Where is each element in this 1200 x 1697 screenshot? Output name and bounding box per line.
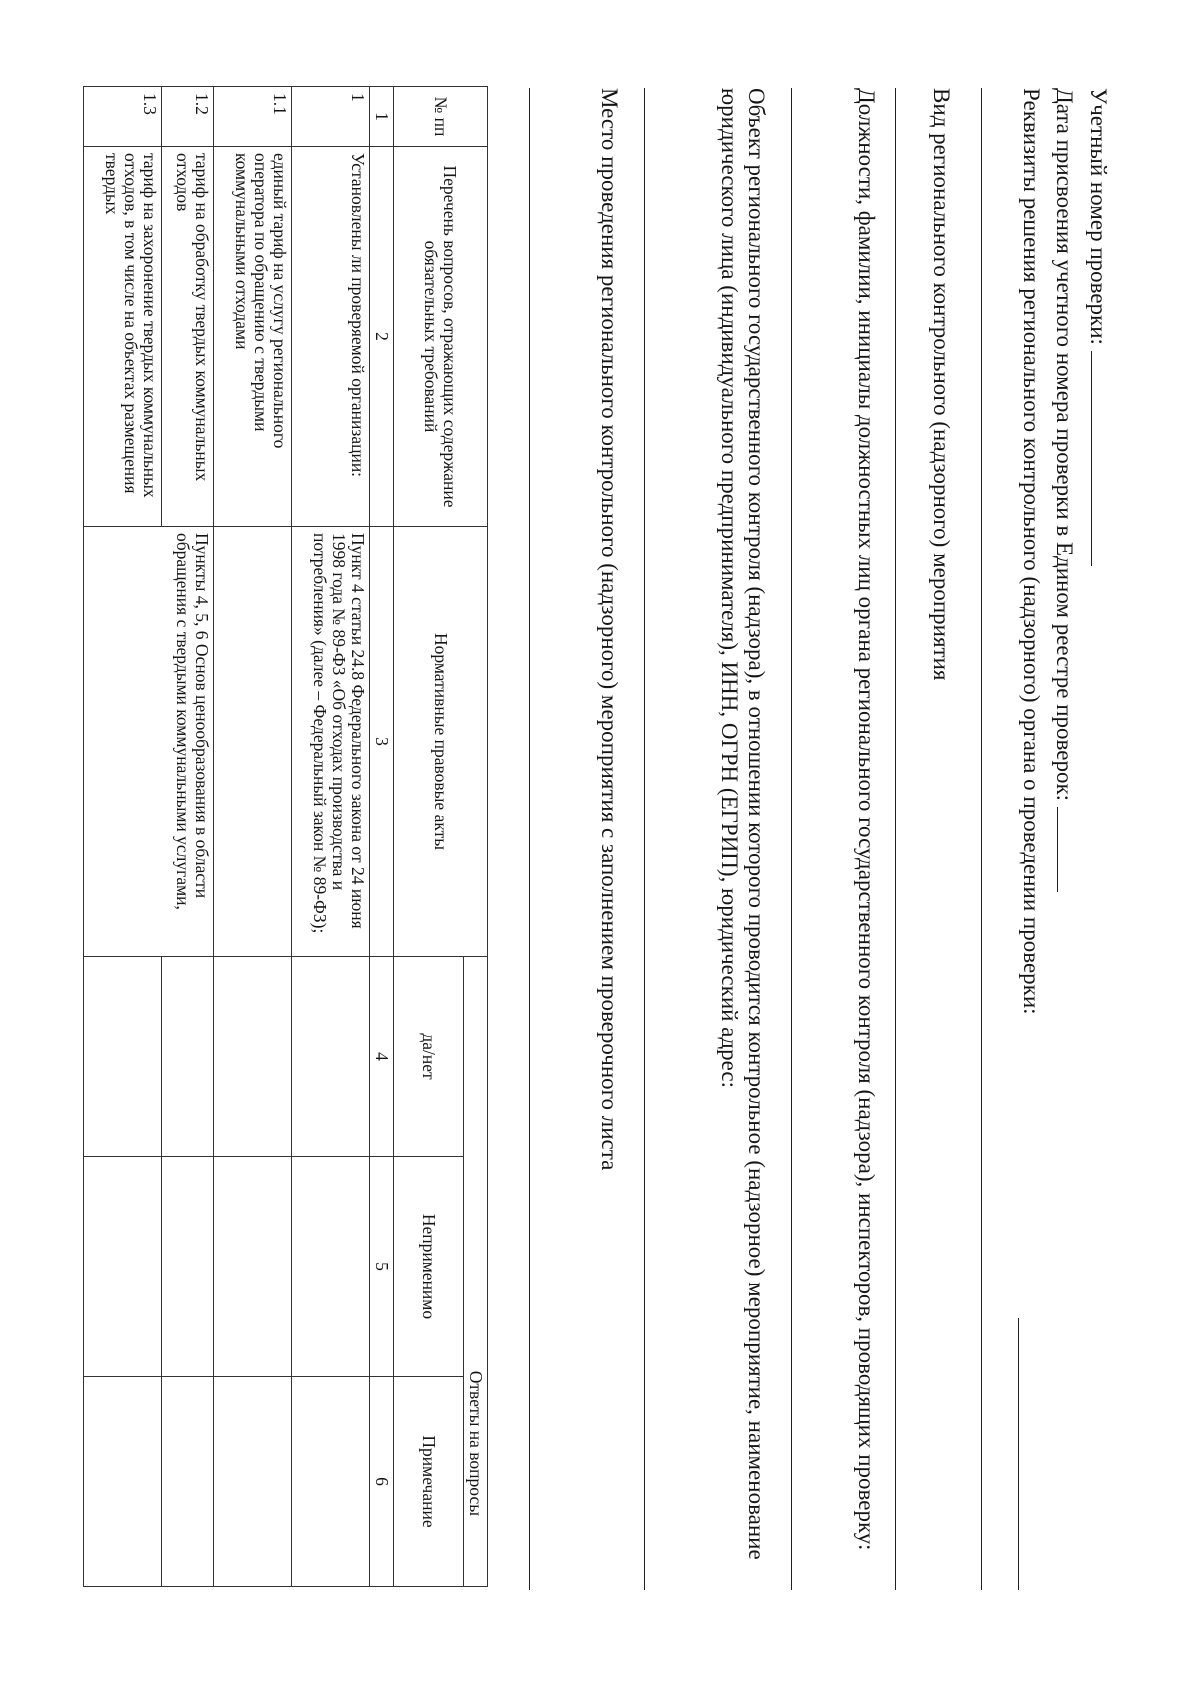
registration-date-label: Дата присвоения учетного номера проверки в Едином реестре проверок: <box>1052 88 1077 802</box>
inspectors-blank[interactable] <box>791 88 792 1590</box>
event-type-blank[interactable] <box>895 88 896 1590</box>
row-num: 1.3 <box>84 87 162 147</box>
registration-number-line <box>1085 88 1112 566</box>
answer-na-cell[interactable] <box>214 1157 292 1377</box>
row-question: единый тариф на услугу регионального оператора по обращению с твердыми коммунальными отходами <box>214 147 292 527</box>
answer-yes-no-cell[interactable] <box>292 957 370 1157</box>
answer-yes-no-cell[interactable] <box>162 957 214 1157</box>
registration-number-blank[interactable] <box>1091 351 1112 566</box>
row-question: тариф на захоронение твердых коммунальных отходов, в том числе на объектах размещения твердых <box>84 147 162 527</box>
inspectors-paragraph: Должности, фамилии, инициалы должностных лиц органа регионального государственного контроля (надзора), инспекторов, проводящих проверку: <box>854 88 879 1551</box>
place-line <box>596 88 622 1170</box>
answer-yes-no-cell[interactable] <box>214 957 292 1157</box>
index-row <box>370 87 394 1587</box>
place-label: Место проведения регионального контрольного (надзорного) мероприятия с заполнением проверочного листа <box>597 88 622 1171</box>
header-note: Примечание <box>394 1377 464 1587</box>
place-blank[interactable] <box>529 88 530 1590</box>
row-question: тариф на обработку твердых коммунальных отходов <box>162 147 214 527</box>
answer-na-cell[interactable] <box>84 1157 162 1377</box>
row-num: 1.2 <box>162 87 214 147</box>
header-acts: Нормативные правовые акты <box>394 527 488 957</box>
index-cell: 3 <box>370 527 394 957</box>
registration-date-blank[interactable] <box>1057 807 1078 892</box>
answer-yes-no-cell[interactable] <box>84 957 162 1157</box>
index-cell: 6 <box>370 1377 394 1587</box>
header-not-applicable: Неприменимо <box>394 1157 464 1377</box>
decision-details-blank-2[interactable] <box>981 88 982 1590</box>
header-answers: Ответы на вопросы <box>464 957 488 1587</box>
row-num: 1 <box>292 87 370 147</box>
answer-note-cell[interactable] <box>162 1377 214 1587</box>
header-yes-no: да/нет <box>394 957 464 1157</box>
header-questions: Перечень вопросов, отражающих содержание обязательных требований <box>394 147 488 527</box>
decision-details-blank[interactable] <box>1018 1318 1019 1590</box>
row-act: Пункт 4 статьи 24.8 Федерального закона от 24 июня 1998 года № 89-ФЗ «Об отходах производства и потребления» (далее – Федеральный закон № 89-ФЗ); <box>292 527 370 957</box>
header-num: № пп <box>394 87 488 147</box>
answer-na-cell[interactable] <box>162 1157 214 1377</box>
checklist-table <box>83 86 488 1587</box>
registration-number-label: Учетный номер проверки: <box>1086 88 1111 345</box>
answer-note-cell[interactable] <box>214 1377 292 1587</box>
table-row <box>292 87 370 1587</box>
header-row-1 <box>464 87 488 1587</box>
object-paragraph: Объект регионального государственного контроля (надзора), в отношении которого проводится контрольное (надзорное) мероприятие, наименование юридического лица (индивидуального предпринимателя), ИНН, ОГРН (ЕГРИП), юридический адрес: <box>717 88 769 1560</box>
row-question: Установлены ли проверяемой организации: <box>292 147 370 527</box>
row-act <box>214 527 292 957</box>
object-blank[interactable] <box>644 88 645 1590</box>
table-row <box>162 87 214 1587</box>
index-cell: 2 <box>370 147 394 527</box>
row-num: 1.1 <box>214 87 292 147</box>
answer-note-cell[interactable] <box>84 1377 162 1587</box>
index-cell: 4 <box>370 957 394 1157</box>
event-type-line <box>928 88 954 680</box>
table-row <box>214 87 292 1587</box>
decision-details-label: Реквизиты решения регионального контрольного (надзорного) органа о проведении проверки: <box>1019 88 1044 1015</box>
index-cell: 1 <box>370 87 394 147</box>
index-cell: 5 <box>370 1157 394 1377</box>
registration-date-line <box>1051 88 1078 892</box>
answer-na-cell[interactable] <box>292 1157 370 1377</box>
row-act: Пункты 4, 5, 6 Основ ценообразования в области обращения с твердыми коммунальными услугами, <box>84 527 214 957</box>
answer-note-cell[interactable] <box>292 1377 370 1587</box>
decision-details-line <box>1018 88 1044 1015</box>
event-type-label: Вид регионального контрольного (надзорного) мероприятия <box>929 88 954 681</box>
